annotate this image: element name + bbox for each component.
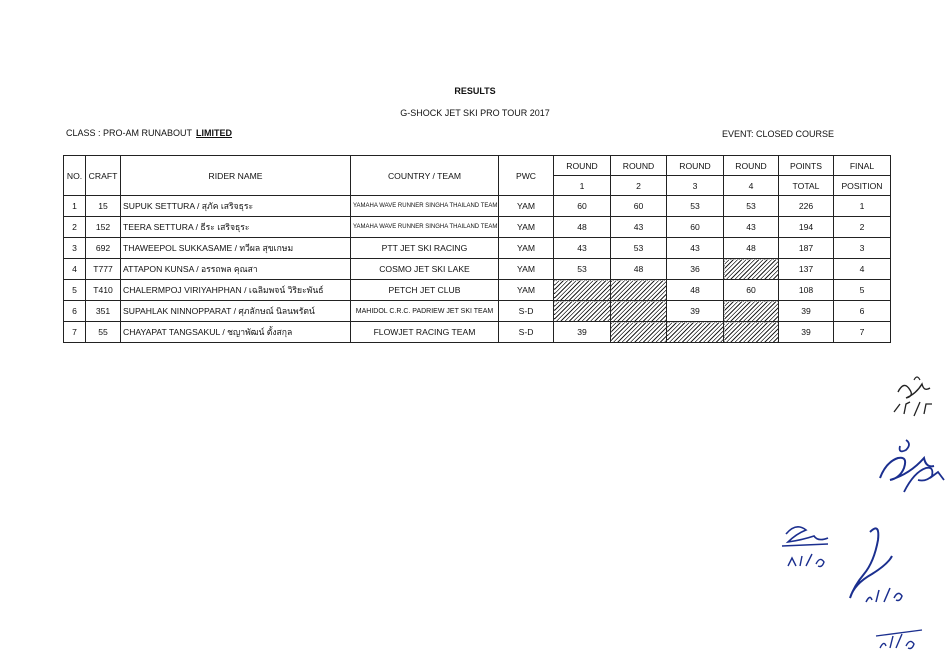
- cell-round-2-hatched: [611, 322, 667, 343]
- cell-round-4: 43: [724, 217, 779, 238]
- class-emphasis: LIMITED: [196, 128, 233, 138]
- cell-total: 194: [779, 217, 834, 238]
- cell-round-1-hatched: [554, 301, 611, 322]
- cell-craft: T777: [86, 259, 121, 280]
- cell-round-2: 60: [611, 196, 667, 217]
- event-label: EVENT: CLOSED COURSE: [722, 129, 835, 139]
- cell-round-2: 48: [611, 259, 667, 280]
- handwritten-signature-4: [840, 522, 918, 612]
- cell-rider: TEERA SETTURA / ธีระ เสริจธุระ: [121, 217, 351, 238]
- cell-team: YAMAHA WAVE RUNNER SINGHA THAILAND TEAM: [351, 217, 499, 238]
- cell-round-3: 36: [667, 259, 724, 280]
- cell-no: 4: [64, 259, 86, 280]
- cell-round-3-hatched: [667, 322, 724, 343]
- table-row: [64, 322, 891, 343]
- cell-round-4: 60: [724, 280, 779, 301]
- cell-round-3: 48: [667, 280, 724, 301]
- cell-team: PETCH JET CLUB: [351, 280, 499, 301]
- cell-total: 39: [779, 301, 834, 322]
- cell-position: 7: [834, 322, 891, 343]
- cell-rider: CHAYAPAT TANGSAKUL / ชญาพัฒน์ ตั้งสกุล: [121, 322, 351, 343]
- cell-position: 5: [834, 280, 891, 301]
- cell-no: 6: [64, 301, 86, 322]
- col-header-no: NO.: [64, 156, 86, 196]
- cell-position: 2: [834, 217, 891, 238]
- cell-total: 226: [779, 196, 834, 217]
- col-header-round: ROUND: [554, 156, 611, 176]
- cell-no: 2: [64, 217, 86, 238]
- cell-no: 1: [64, 196, 86, 217]
- cell-craft: 15: [86, 196, 121, 217]
- cell-no: 7: [64, 322, 86, 343]
- cell-position: 1: [834, 196, 891, 217]
- cell-rider: SUPAHLAK NINNOPPARAT / ศุภลักษณ์ นิลนพรัตน์: [121, 301, 351, 322]
- table-row: [64, 259, 891, 280]
- cell-round-4: 48: [724, 238, 779, 259]
- col-header-team: COUNTRY / TEAM: [351, 156, 499, 196]
- col-header-total: TOTAL: [779, 176, 834, 196]
- cell-position: 3: [834, 238, 891, 259]
- cell-round-3: 53: [667, 196, 724, 217]
- cell-craft: 351: [86, 301, 121, 322]
- cell-round-1: 48: [554, 217, 611, 238]
- cell-craft: 152: [86, 217, 121, 238]
- cell-rider: THAWEEPOL SUKKASAME / ทวีผล สุขเกษม: [121, 238, 351, 259]
- cell-pwc: YAM: [499, 196, 554, 217]
- class-line: [66, 128, 232, 138]
- class-label: CLASS : PRO-AM RUNABOUT: [66, 128, 193, 138]
- cell-team: COSMO JET SKI LAKE: [351, 259, 499, 280]
- cell-round-1: 53: [554, 259, 611, 280]
- cell-round-1: 43: [554, 238, 611, 259]
- col-header-craft: CRAFT: [86, 156, 121, 196]
- col-header-position: POSITION: [834, 176, 891, 196]
- cell-pwc: YAM: [499, 217, 554, 238]
- col-header-round-4: 4: [724, 176, 779, 196]
- cell-team: MAHIDOL C.R.C. PADRIEW JET SKI TEAM: [351, 301, 499, 322]
- table-row: [64, 217, 891, 238]
- cell-round-4-hatched: [724, 301, 779, 322]
- cell-round-1: 39: [554, 322, 611, 343]
- cell-pwc: S-D: [499, 301, 554, 322]
- cell-no: 5: [64, 280, 86, 301]
- cell-pwc: YAM: [499, 259, 554, 280]
- cell-team: FLOWJET RACING TEAM: [351, 322, 499, 343]
- cell-team: YAMAHA WAVE RUNNER SINGHA THAILAND TEAM: [351, 196, 499, 217]
- cell-rider: CHALERMPOJ VIRIYAHPHAN / เฉลิมพจน์ วิริยะพันธ์: [121, 280, 351, 301]
- table-row: [64, 280, 891, 301]
- handwritten-signature-2: [870, 434, 950, 496]
- cell-no: 3: [64, 238, 86, 259]
- cell-round-2-hatched: [611, 280, 667, 301]
- header-row-1: [64, 156, 891, 176]
- col-header-round-2: 2: [611, 176, 667, 196]
- cell-total: 108: [779, 280, 834, 301]
- cell-pwc: S-D: [499, 322, 554, 343]
- col-header-final: FINAL: [834, 156, 891, 176]
- cell-total: 39: [779, 322, 834, 343]
- cell-round-1: 60: [554, 196, 611, 217]
- cell-pwc: YAM: [499, 238, 554, 259]
- cell-round-4-hatched: [724, 259, 779, 280]
- cell-position: 6: [834, 301, 891, 322]
- col-header-round-3: 3: [667, 176, 724, 196]
- col-header-pwc: PWC: [499, 156, 554, 196]
- cell-craft: 55: [86, 322, 121, 343]
- cell-round-4-hatched: [724, 322, 779, 343]
- cell-round-2-hatched: [611, 301, 667, 322]
- cell-round-2: 43: [611, 217, 667, 238]
- event-subtitle: G-SHOCK JET SKI PRO TOUR 2017: [400, 108, 550, 118]
- col-header-points: POINTS: [779, 156, 834, 176]
- results-table: [63, 155, 891, 343]
- col-header-round: ROUND: [611, 156, 667, 176]
- cell-total: 137: [779, 259, 834, 280]
- cell-total: 187: [779, 238, 834, 259]
- col-header-rider: RIDER NAME: [121, 156, 351, 196]
- cell-craft: 692: [86, 238, 121, 259]
- cell-rider: SUPUK SETTURA / สุภัค เสริจธุระ: [121, 196, 351, 217]
- cell-pwc: YAM: [499, 280, 554, 301]
- cell-rider: ATTAPON KUNSA / อรรถพล คุณสา: [121, 259, 351, 280]
- table-row: [64, 238, 891, 259]
- table-row: [64, 301, 891, 322]
- cell-round-4: 53: [724, 196, 779, 217]
- handwritten-signature-1: [888, 372, 950, 420]
- cell-round-3: 60: [667, 217, 724, 238]
- cell-round-3: 43: [667, 238, 724, 259]
- col-header-round: ROUND: [724, 156, 779, 176]
- col-header-round-1: 1: [554, 176, 611, 196]
- cell-round-1-hatched: [554, 280, 611, 301]
- cell-craft: T410: [86, 280, 121, 301]
- handwritten-signature-5: [872, 612, 928, 652]
- cell-position: 4: [834, 259, 891, 280]
- handwritten-signature-3: [780, 518, 836, 572]
- table-row: [64, 196, 891, 217]
- col-header-round: ROUND: [667, 156, 724, 176]
- page-title: RESULTS: [454, 86, 496, 96]
- cell-round-3: 39: [667, 301, 724, 322]
- cell-team: PTT JET SKI RACING: [351, 238, 499, 259]
- cell-round-2: 53: [611, 238, 667, 259]
